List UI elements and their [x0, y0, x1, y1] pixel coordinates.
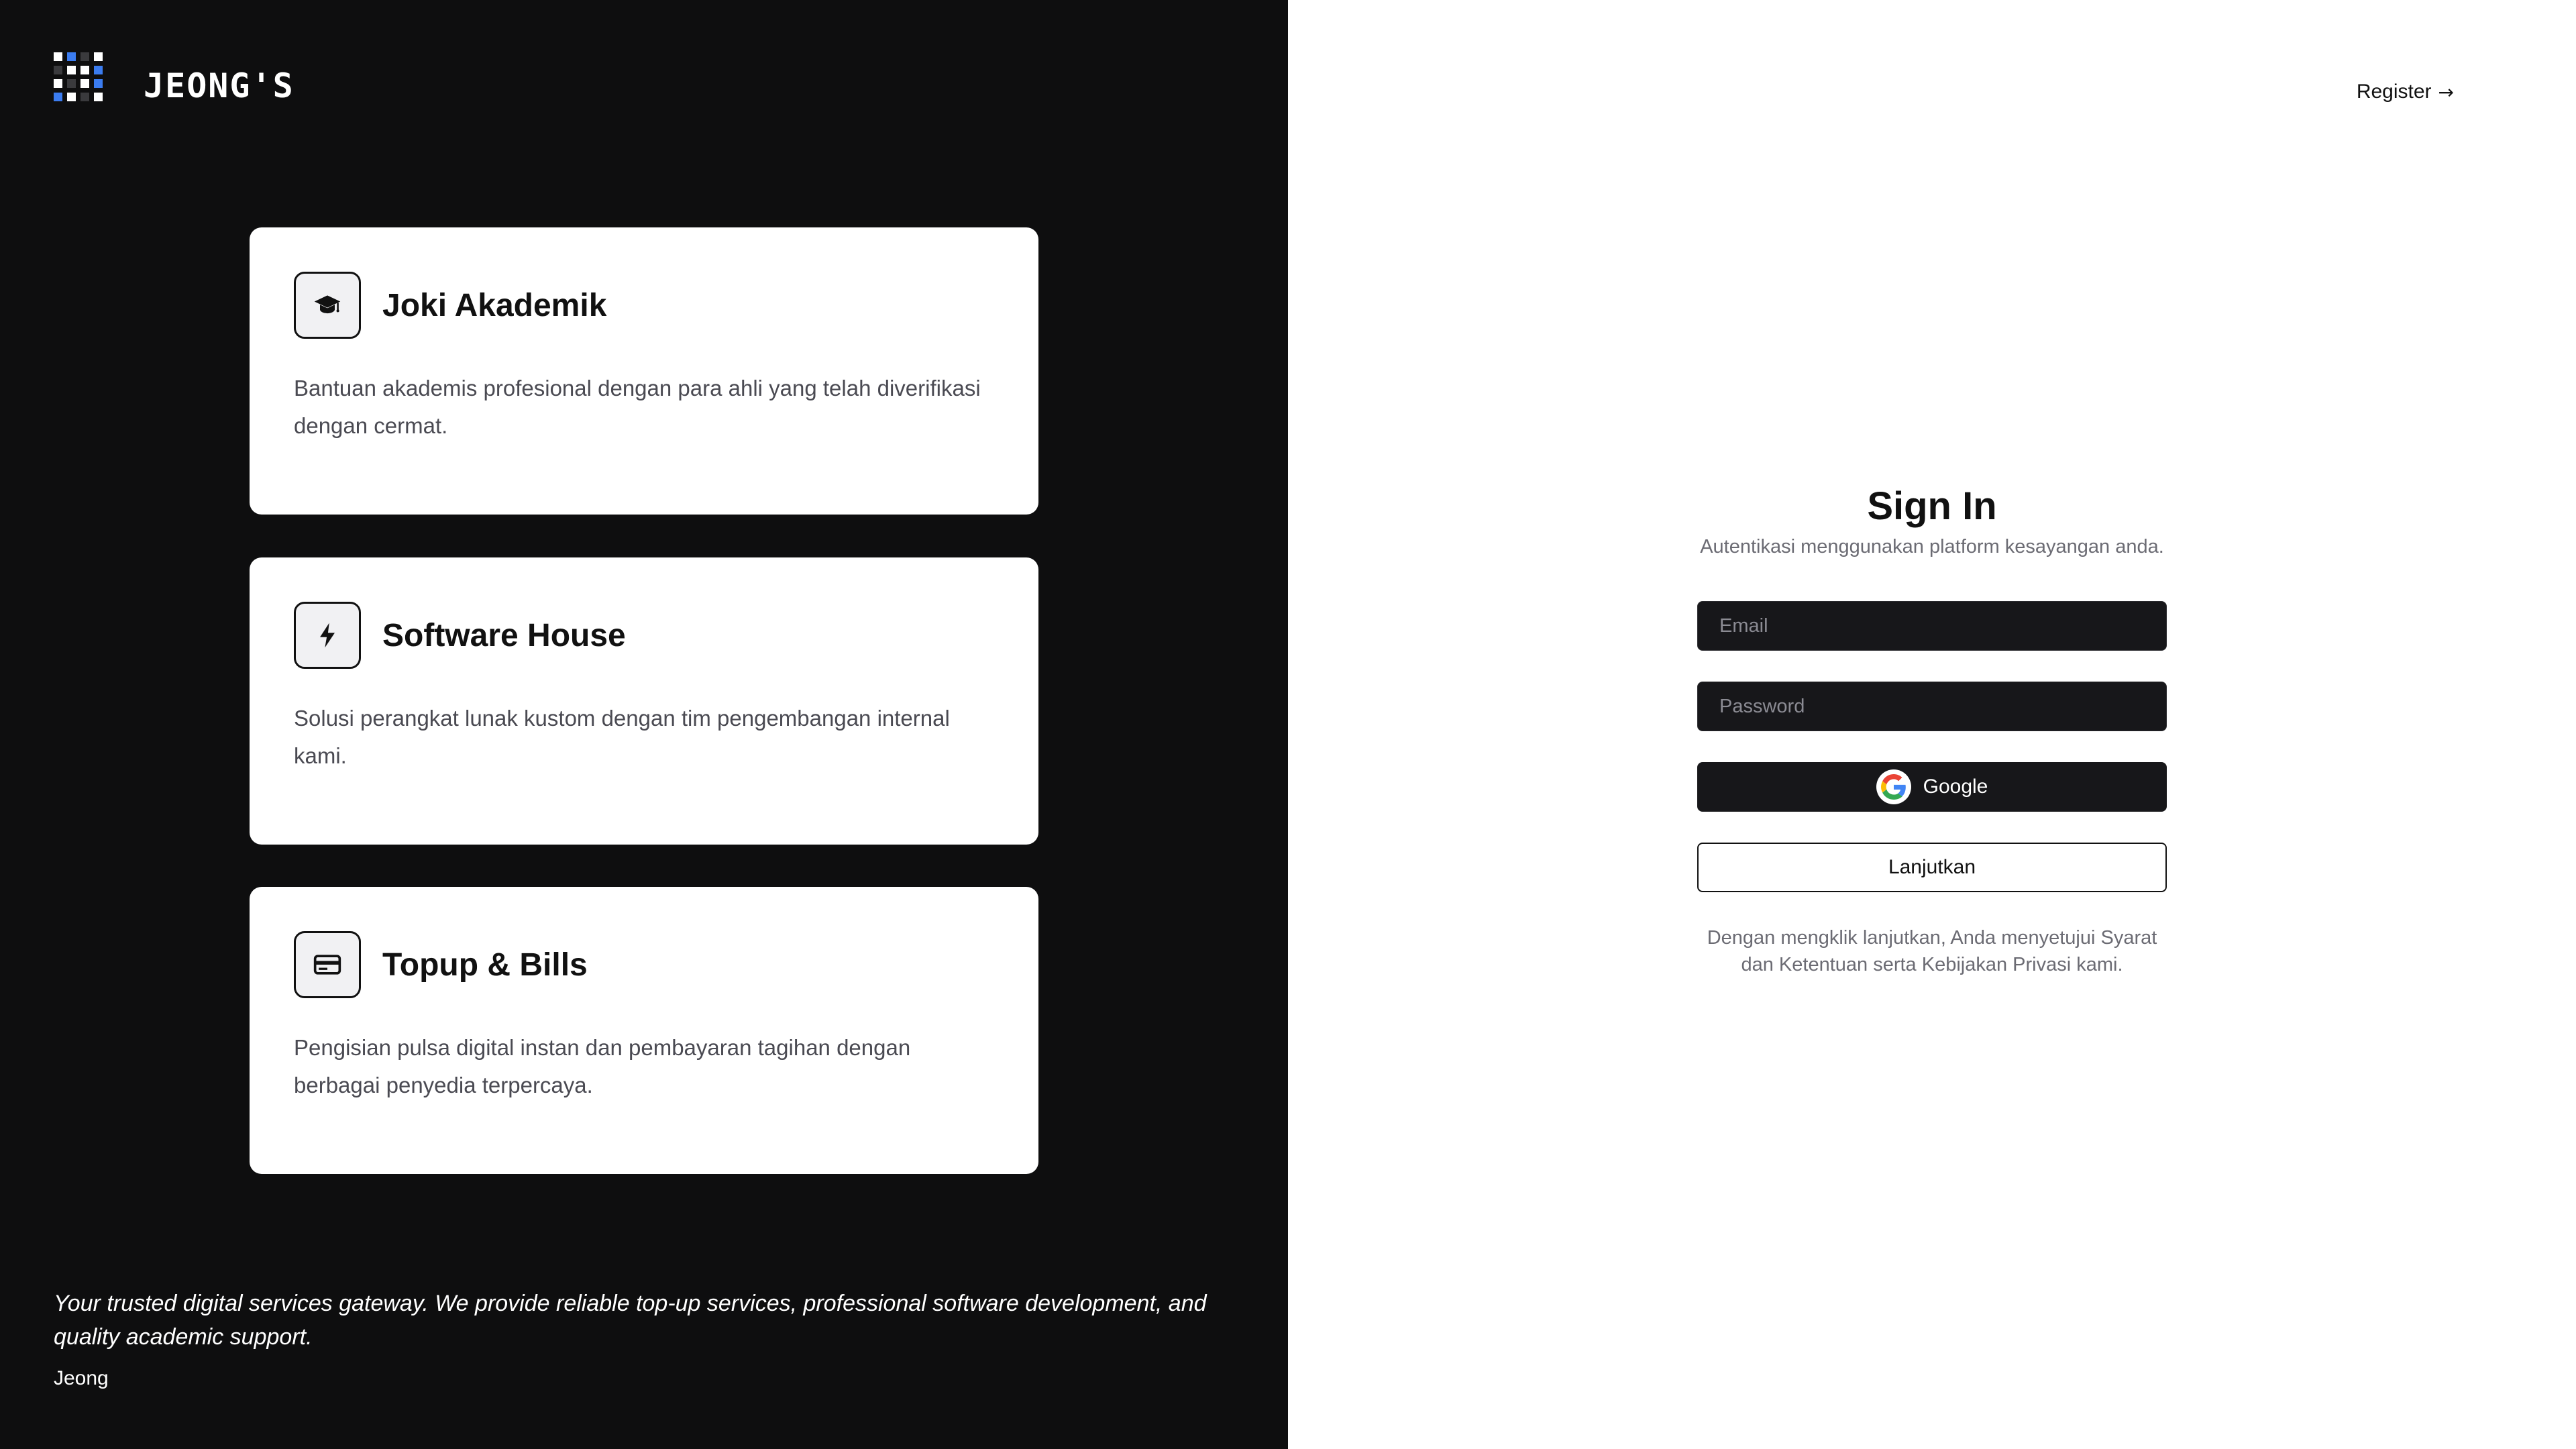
service-title: Topup & Bills — [382, 947, 588, 983]
email-field[interactable] — [1697, 601, 2167, 651]
service-title: Software House — [382, 617, 626, 653]
service-title: Joki Akademik — [382, 287, 607, 323]
password-field[interactable] — [1697, 682, 2167, 731]
service-card-joki-akademik — [250, 227, 1038, 515]
service-card-software-house — [250, 557, 1038, 845]
service-description: Bantuan akademis profesional dengan para ahli yang telah diverifikasi dengan cermat. — [294, 376, 981, 438]
service-description: Pengisian pulsa digital instan dan pembayaran tagihan dengan berbagai penyedia terpercaya. — [294, 1035, 911, 1097]
google-icon — [1876, 769, 1911, 804]
signin-form — [1697, 480, 2167, 978]
service-card-topup-bills — [250, 887, 1038, 1174]
credit-card-icon — [294, 931, 361, 998]
lightning-bolt-icon — [294, 602, 361, 669]
google-signin-button[interactable] — [1697, 762, 2167, 812]
testimonial-quote: Your trusted digital services gateway. We provide reliable top-up services, professional software development, and quality academic support. — [54, 1291, 1207, 1350]
google-button-label: Google — [1923, 775, 1988, 798]
arrow-right-icon: → — [2438, 80, 2454, 103]
brand-name: JEONG'S — [144, 66, 294, 105]
signin-subtitle: Autentikasi menggunakan platform kesayangan anda. — [1700, 536, 2164, 557]
logo-icon — [54, 52, 121, 119]
brand[interactable] — [54, 52, 294, 119]
graduation-cap-icon — [294, 272, 361, 339]
signin-title: Sign In — [1867, 484, 1997, 528]
service-description: Solusi perangkat lunak kustom dengan tim pengembangan internal kami. — [294, 706, 950, 768]
register-link[interactable] — [2357, 80, 2454, 103]
signin-panel — [1288, 0, 2576, 1449]
continue-button[interactable]: Lanjutkan — [1697, 843, 2167, 892]
register-label: Register — [2356, 80, 2432, 103]
terms-notice: Dengan mengklik lanjutkan, Anda menyetujui Syarat dan Ketentuan serta Kebijakan Privasi kami. — [1707, 927, 2157, 975]
testimonial-author: Jeong — [54, 1367, 109, 1389]
